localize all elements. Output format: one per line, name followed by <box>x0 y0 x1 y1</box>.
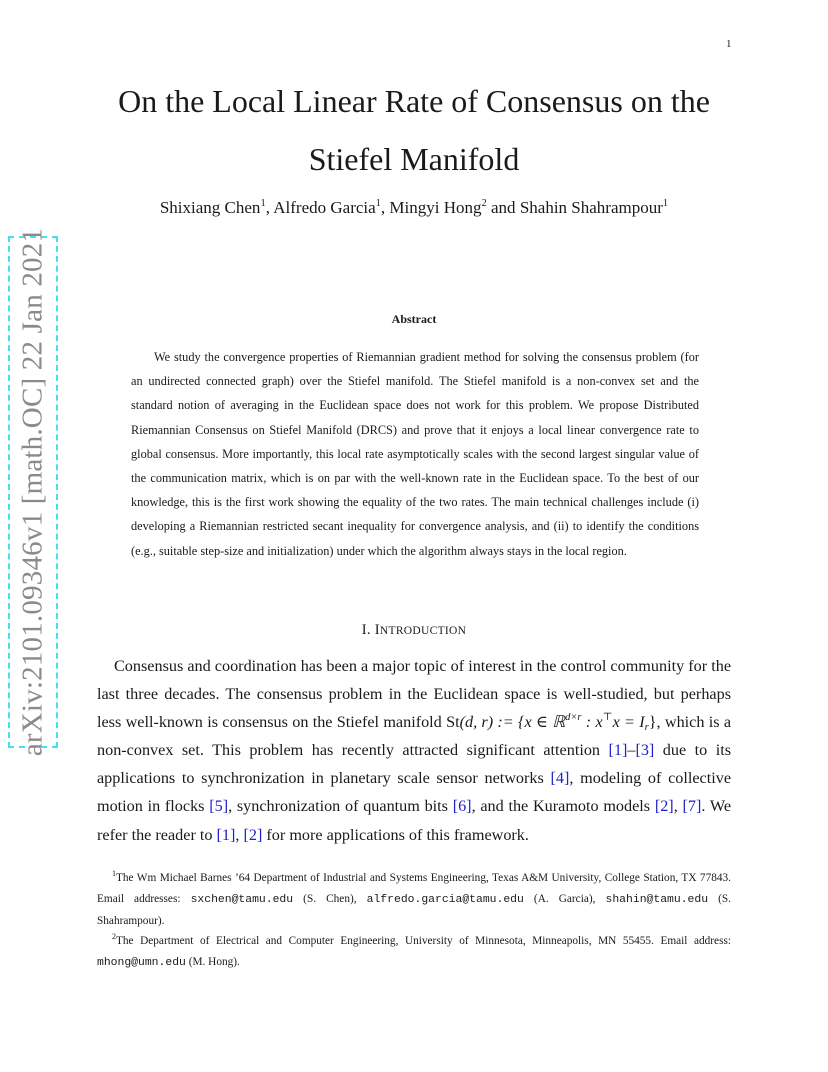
footnote-mark: 1 <box>112 869 116 878</box>
email-address: shahin@tamu.edu <box>605 894 709 906</box>
citation-link-2[interactable]: [2] <box>243 825 263 844</box>
intro-text: , and the Kuramoto models <box>471 797 655 816</box>
footnote-mark: 2 <box>112 932 116 941</box>
footnote-text: (S. Chen), <box>293 893 367 905</box>
math-st: St <box>446 713 460 732</box>
intro-text: , <box>673 797 683 816</box>
footnote-text: (M. Hong). <box>185 956 240 968</box>
section-numeral: I. <box>361 622 371 638</box>
intro-text: due to its applications to synchronization in planetary scale sensor networks <box>97 741 731 788</box>
author-name: Shahin Shahrampour <box>519 198 663 217</box>
citation-link-1[interactable]: [1] <box>608 741 628 760</box>
intro-text: , <box>235 825 244 844</box>
footnote-text: (S. Shahrampour). <box>97 893 732 927</box>
author-affiliation-mark: 2 <box>481 198 487 209</box>
intro-text: , modeling of collective motion in flocks <box>97 769 732 816</box>
author-separator: , <box>265 198 274 217</box>
section-title-smallcaps: NTRODUCTION <box>379 625 467 637</box>
page-number: 1 <box>726 38 732 50</box>
section-heading-introduction <box>0 622 828 639</box>
intro-text: , which is a non-convex set. This problem has recently attracted significant attention <box>97 713 732 760</box>
author-list <box>80 198 748 218</box>
section-title-initial: I <box>374 622 380 638</box>
citation-link-2[interactable]: [2] <box>654 797 674 816</box>
author-separator: and <box>486 198 520 217</box>
author-affiliation-mark: 1 <box>260 198 266 209</box>
intro-text: Consensus and coordination has been a major topic of interest in the control community for the last three decades. The consensus problem in the Euclidean space is well-studied, but perhaps less well-known is consensus on the Stiefel manifold <box>97 657 731 732</box>
footnote-text: The Wm Michael Barnes ’64 Department of Industrial and Systems Engineering, Texas A&M University, College Station, TX 77843. Email addresses: <box>97 872 731 905</box>
abstract-text: We study the convergence properties of Riemannian gradient method for solving the consensus problem (for an undirected connected graph) over the Stiefel manifold. The Stiefel manifold is a non-convex set and the standard notion of averaging in the Euclidean space does not work for this problem. We propose Distributed Riemannian Consensus on Stiefel Manifold (DRCS) and prove that it enjoys a local linear convergence rate to global consensus. More importantly, this local rate asymptotically scales with the second largest singular value of the communication matrix, which is on par with the well-known rate in the Euclidean space. To the best of our knowledge, this is the first work showing the equality of the two rates. The main technical challenges include (i) developing a Riemannian restricted secant inequality for convergence analysis, and (ii) to identify the conditions (e.g., suitable step-size and initialization) under which the algorithm always stays in the local region. <box>131 350 699 558</box>
footnote-affiliation-2 <box>97 931 731 974</box>
footnote-affiliation-1 <box>97 868 731 932</box>
math-args: (d, r) := { <box>459 713 525 732</box>
math-dims: d×r <box>565 712 582 724</box>
email-address: mhong@umn.edu <box>97 957 186 969</box>
intro-text: . We refer the reader to <box>97 797 732 844</box>
paper-title: On the Local Linear Rate of Consensus on the Stiefel Manifold <box>118 83 710 177</box>
email-address: sxchen@tamu.edu <box>190 894 294 906</box>
math-sub: r <box>644 722 649 734</box>
author-separator: , <box>380 198 390 217</box>
math-eq: x = I <box>612 713 645 732</box>
author-affiliation-mark: 1 <box>375 198 381 209</box>
citation-link-1[interactable]: [1] <box>216 825 236 844</box>
math-close: } <box>648 713 657 732</box>
introduction-paragraph <box>97 652 731 849</box>
math-x-in: x ∈ ℝ <box>524 713 566 732</box>
citation-link-5[interactable]: [5] <box>209 797 229 816</box>
author-name: Alfredo Garcia <box>273 198 376 217</box>
intro-text: , synchronization of quantum bits <box>228 797 453 816</box>
author-affiliation-mark: 1 <box>662 198 669 209</box>
citation-link-4[interactable]: [4] <box>550 769 570 788</box>
citation-link-3[interactable]: [3] <box>635 741 655 760</box>
citation-link-7[interactable]: [7] <box>682 797 702 816</box>
citation-link-6[interactable]: [6] <box>452 797 472 816</box>
intro-text: – <box>627 741 636 760</box>
footnote-text: The Department of Electrical and Computer Engineering, University of Minnesota, Minneapolis, MN 55455. Email address: <box>116 935 731 947</box>
footnote-text: (A. Garcia), <box>523 893 606 905</box>
arxiv-identifier-text: arXiv:2101.09346v1 [math.OC] 22 Jan 2021 <box>16 227 49 757</box>
math-colon: : x <box>581 713 603 732</box>
intro-text: for more applications of this framework. <box>262 825 529 844</box>
abstract-heading: Abstract <box>391 312 437 326</box>
author-name: Shixiang Chen <box>159 198 261 217</box>
math-transpose: ⊤ <box>602 712 613 724</box>
email-address: alfredo.garcia@tamu.edu <box>366 894 524 906</box>
author-name: Mingyi Hong <box>389 198 482 217</box>
stiefel-definition-math <box>446 712 657 734</box>
